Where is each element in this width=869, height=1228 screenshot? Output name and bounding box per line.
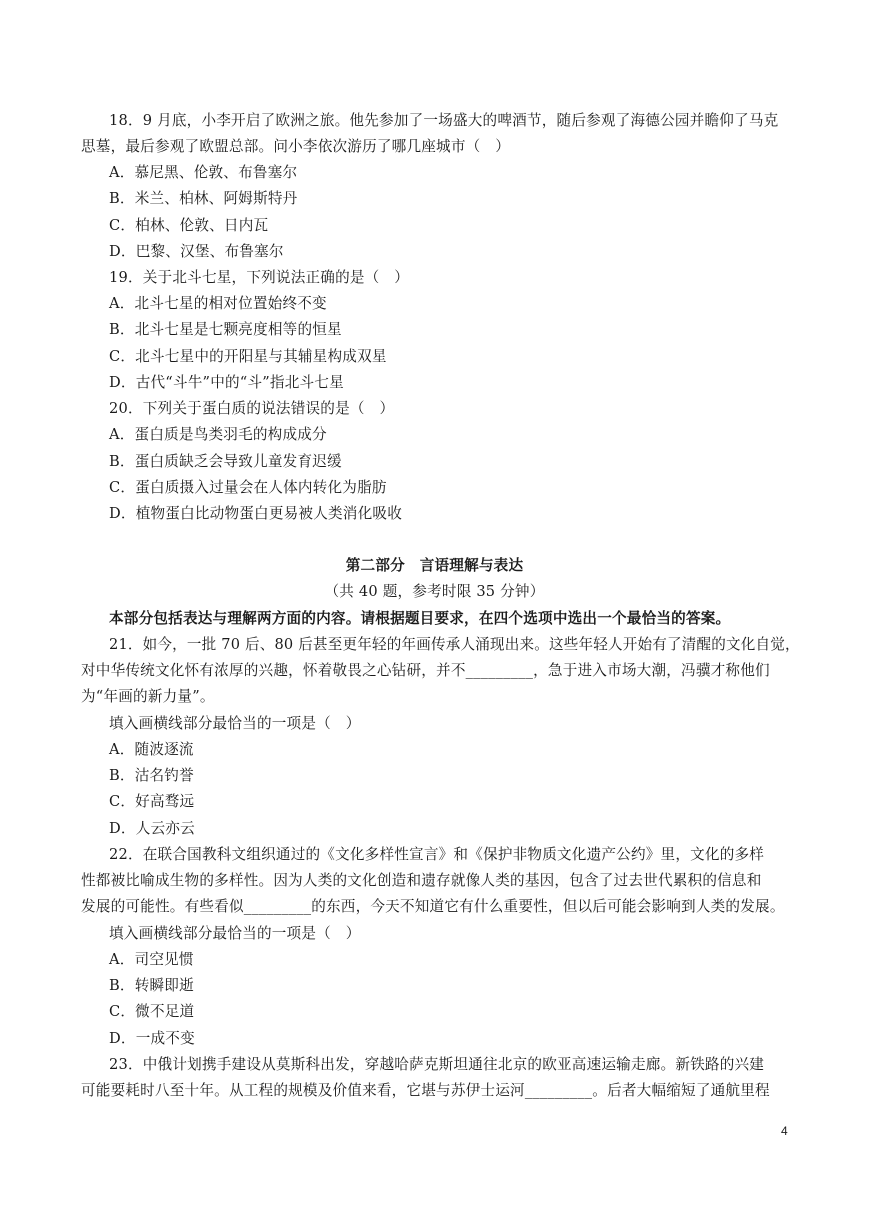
question-21-option-c: C．好高骛远 bbox=[109, 793, 195, 810]
question-20-option-a: A．蛋白质是鸟类羽毛的构成成分 bbox=[109, 426, 327, 443]
question-20-option-c: C．蛋白质摄入过量会在人体内转化为脂肪 bbox=[109, 479, 387, 496]
question-22-stem-line-1: 22．在联合国教科文组织通过的《文化多样性宣言》和《保护非物质文化遗产公约》里，文化的多样 bbox=[109, 846, 765, 863]
section-subtitle: （共 40 题，参考时限 35 分钟） bbox=[324, 583, 545, 600]
question-22-prompt: 填入画横线部分最恰当的一项是（ ） bbox=[109, 925, 361, 942]
question-22-stem-line-3: 发展的可能性。有些看似_________的东西，今天不知道它有什么重要性，但以后可能会影响到人类的发展。 bbox=[81, 898, 785, 915]
question-19-option-c: C．北斗七星中的开阳星与其辅星构成双星 bbox=[109, 348, 387, 365]
question-21-stem-line-2: 对中华传统文化怀有浓厚的兴趣，怀着敬畏之心钻研，并不_________，急于进入市场大潮，冯骥才称他们 bbox=[81, 662, 770, 679]
question-21-stem-line-3: 为“年画的新力量”。 bbox=[81, 688, 215, 705]
question-21-option-d: D．人云亦云 bbox=[109, 820, 195, 837]
question-18-option-c: C．柏林、伦敦、日内瓦 bbox=[109, 217, 269, 234]
question-20-stem: 20．下列关于蛋白质的说法错误的是（ ） bbox=[109, 400, 395, 417]
section-title: 第二部分 言语理解与表达 bbox=[345, 557, 524, 574]
question-22-stem-line-2: 性都被比喻成生物的多样性。因为人类的文化创造和遗存就像人类的基因，包含了过去世代累积的信息和 bbox=[81, 872, 762, 889]
question-21-prompt: 填入画横线部分最恰当的一项是（ ） bbox=[109, 715, 361, 732]
question-19-option-b: B．北斗七星是七颗亮度相等的恒星 bbox=[109, 321, 342, 338]
question-23-stem-line-1: 23．中俄计划携手建设从莫斯科出发，穿越哈萨克斯坦通往北京的欧亚高速运输走廊。新铁路的兴建 bbox=[109, 1056, 765, 1073]
question-23-stem-line-2: 可能要耗时八至十年。从工程的规模及价值来看，它堪与苏伊士运河_________。后者大幅缩短了通航里程 bbox=[81, 1082, 770, 1099]
question-19-stem: 19．关于北斗七星，下列说法正确的是（ ） bbox=[109, 269, 410, 286]
question-18-option-a: A．慕尼黑、伦敦、布鲁塞尔 bbox=[109, 164, 298, 181]
question-22-option-c: C．微不足道 bbox=[109, 1003, 195, 1020]
question-21-option-b: B．沽名钓誉 bbox=[109, 767, 194, 784]
question-22-option-d: D．一成不变 bbox=[109, 1030, 195, 1047]
question-18-stem-line-1: 18．9 月底，小李开启了欧洲之旅。他先参加了一场盛大的啤酒节，随后参观了海德公园并瞻仰了马克 bbox=[109, 112, 779, 129]
question-22-option-b: B．转瞬即逝 bbox=[109, 977, 194, 994]
question-22-option-a: A．司空见惯 bbox=[109, 951, 194, 968]
page-number: 4 bbox=[781, 1124, 788, 1138]
question-20-option-d: D．植物蛋白比动物蛋白更易被人类消化吸收 bbox=[109, 505, 402, 522]
question-18-option-b: B．米兰、柏林、阿姆斯特丹 bbox=[109, 190, 298, 207]
question-18-option-d: D．巴黎、汉堡、布鲁塞尔 bbox=[109, 243, 284, 260]
question-20-option-b: B．蛋白质缺乏会导致儿童发育迟缓 bbox=[109, 453, 342, 470]
question-19-option-a: A．北斗七星的相对位置始终不变 bbox=[109, 295, 327, 312]
question-21-stem-line-1: 21．如今，一批 70 后、80 后甚至更年轻的年画传承人涌现出来。这些年轻人开始有了清醒的文化自觉， bbox=[109, 636, 800, 653]
question-19-option-d: D．古代“斗牛”中的“斗”指北斗七星 bbox=[109, 374, 344, 391]
question-21-option-a: A．随波逐流 bbox=[109, 741, 194, 758]
question-18-stem-line-2: 思墓，最后参观了欧盟总部。问小李依次游历了哪几座城市（ ） bbox=[81, 138, 511, 155]
section-instructions: 本部分包括表达与理解两方面的内容。请根据题目要求，在四个选项中选出一个最恰当的答案。 bbox=[109, 610, 731, 627]
